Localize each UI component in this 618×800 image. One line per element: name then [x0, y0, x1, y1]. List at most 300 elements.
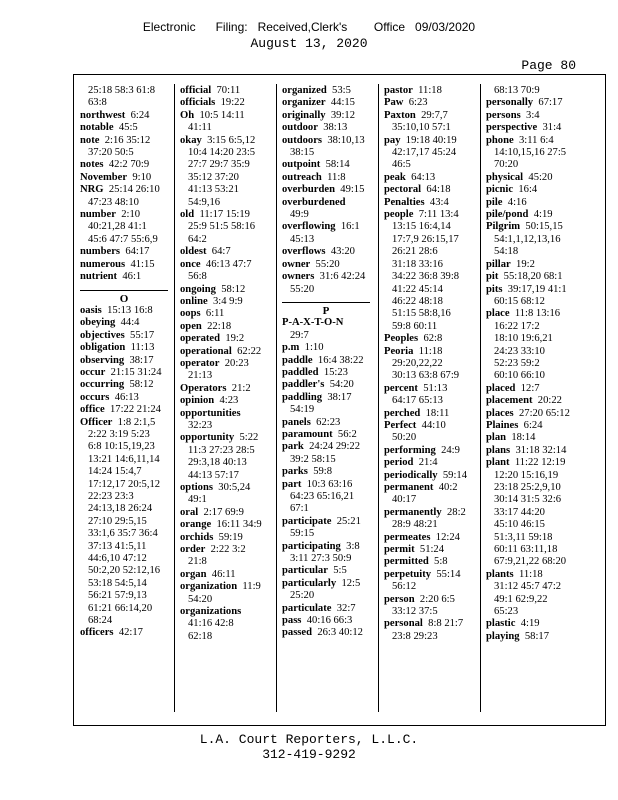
index-word: p.m [282, 342, 300, 354]
page-line-refs: 65:23 [494, 606, 519, 618]
index-continuation [282, 147, 370, 159]
page-line-refs: 42:17 [118, 627, 143, 639]
index-entry [180, 358, 268, 370]
index-entry [486, 259, 574, 271]
page-line-refs: 10:3 63:16 [306, 478, 353, 490]
page-line-refs: 33:12 37:5 [392, 606, 438, 618]
page-line-refs: 14:10,15,16 27:5 [494, 147, 567, 159]
index-entry [282, 159, 370, 171]
page-line-refs: 26:21 28:6 [392, 246, 438, 258]
page-line-refs: 25:9 51:5 58:16 [188, 221, 256, 233]
page-number: Page 80 [521, 58, 576, 73]
column-divider [174, 84, 175, 712]
index-continuation [80, 528, 168, 540]
index-continuation [384, 494, 472, 506]
page-line-refs: 60:10 66:10 [494, 370, 545, 382]
index-continuation [180, 618, 268, 630]
page-line-refs: 45:13 [290, 233, 315, 245]
index-entry [180, 544, 268, 556]
index-word: operated [180, 333, 221, 345]
page-line-refs: 42:2 70:9 [108, 159, 150, 171]
index-word: perched [384, 407, 421, 419]
index-word: overburdened [282, 196, 346, 208]
index-entry [384, 408, 472, 420]
page-line-refs: 39:12 [330, 109, 355, 121]
index-word: Operators [180, 382, 227, 394]
index-continuation [80, 479, 168, 491]
index-continuation [180, 172, 268, 184]
index-word: Peoria [384, 345, 414, 357]
page-line-refs: 3:4 [526, 109, 540, 121]
page-line-refs: 11:3 27:23 28:5 [188, 444, 255, 456]
index-word: outdoors [282, 134, 323, 146]
index-word: paddled [282, 366, 319, 378]
index-continuation [80, 578, 168, 590]
index-continuation [384, 432, 472, 444]
page-line-refs: 59:14 [442, 469, 467, 481]
index-word: placement [486, 395, 533, 407]
page-line-refs: 43:4 [429, 196, 449, 208]
index-entry [180, 432, 268, 444]
index-entry [282, 135, 370, 147]
index-entry [384, 172, 472, 184]
index-entry [282, 429, 370, 441]
index-word: Paxton [384, 109, 416, 121]
index-entry [486, 408, 574, 420]
index-continuation [80, 503, 168, 515]
page-line-refs: 37:13 41:5,11 [88, 540, 147, 552]
index-continuation [384, 284, 472, 296]
index-entry [80, 159, 168, 171]
page-line-refs: 16:4 [518, 184, 538, 196]
index-word: numbers [80, 246, 121, 258]
index-continuation [384, 606, 472, 618]
index-entry [282, 417, 370, 429]
page-line-refs: 47:23 48:10 [88, 196, 139, 208]
page-line-refs: 55:17 [130, 329, 155, 341]
index-entry [80, 184, 168, 196]
index-word: occur [80, 366, 106, 378]
page-line-refs: 58:12 [129, 379, 154, 391]
page-line-refs: 6:24 [130, 109, 150, 121]
index-entry [384, 569, 472, 581]
index-entry [384, 333, 472, 345]
page-line-refs: 31:12 45:7 47:2 [494, 581, 562, 593]
index-entry [180, 110, 268, 122]
index-entry [282, 466, 370, 478]
page-line-refs: 17:12,17 20:5,12 [88, 478, 161, 490]
index-continuation [282, 234, 370, 246]
index-entry [384, 85, 472, 97]
page-line-refs: 9:10 [132, 171, 152, 183]
index-word: notable [80, 122, 114, 134]
index-word: particulate [282, 602, 332, 614]
index-entry [384, 184, 472, 196]
index-entry [80, 330, 168, 342]
index-word: order [180, 544, 206, 556]
page-line-refs: 19:2 [516, 258, 535, 270]
index-continuation [80, 603, 168, 615]
page-line-refs: 11:18 [418, 345, 443, 357]
page-line-refs: 2:10 [121, 209, 141, 221]
page-line-refs: 6:8 10:15,19,23 [88, 441, 155, 453]
index-word: outpoint [282, 159, 321, 171]
page-line-refs: 30:14 31:5 32:6 [494, 494, 562, 506]
page-line-refs: 41:16 42:8 [188, 618, 234, 630]
index-word: percent [384, 382, 418, 394]
index-word: period [384, 457, 414, 469]
page-line-refs: 53:5 [332, 85, 351, 96]
page-line-refs: 64:13 [411, 171, 436, 183]
index-continuation [486, 346, 574, 358]
index-word: pillar [486, 258, 511, 270]
page-line-refs: 64:7 [211, 246, 231, 258]
page-line-refs: 11:18 [518, 568, 543, 580]
index-continuation [282, 590, 370, 602]
index-continuation [180, 197, 268, 209]
index-word: notes [80, 159, 104, 171]
page-line-refs: 12:5 [341, 577, 361, 589]
index-word: Paw [384, 97, 404, 109]
index-word: obligation [80, 342, 126, 354]
page-line-refs: 2:17 69:9 [203, 506, 244, 518]
index-word: options [180, 482, 213, 493]
index-continuation [384, 271, 472, 283]
index-continuation [180, 631, 268, 643]
section-letter: P [282, 302, 370, 317]
section-letter: O [80, 290, 168, 305]
index-continuation [486, 370, 574, 382]
index-entry [384, 532, 472, 544]
page-line-refs: 10:4 14:20 23:5 [188, 147, 256, 159]
page-line-refs: 33:1,6 35:7 36:4 [88, 528, 158, 540]
page-line-refs: 32:23 [188, 419, 213, 431]
page-line-refs: 51:13 [423, 382, 448, 394]
index-word: Plaines [486, 419, 519, 431]
index-word: Perfect [384, 419, 417, 431]
index-entry [282, 246, 370, 258]
index-word: okay [180, 134, 202, 146]
index-continuation [180, 370, 268, 382]
index-word: originally [282, 109, 326, 121]
index-continuation [282, 284, 370, 296]
page-line-refs: 4:19 [533, 209, 553, 221]
page-line-refs: 2:22 3:19 5:23 [88, 428, 150, 440]
index-entry [180, 482, 268, 494]
index-entry [282, 342, 370, 354]
index-word: oral [180, 506, 199, 518]
index-entry [180, 333, 268, 345]
page-line-refs: 25:14 26:10 [108, 184, 160, 196]
index-continuation [180, 556, 268, 568]
page-line-refs: 13:21 14:6,11,14 [88, 453, 160, 465]
index-entry [180, 383, 268, 395]
index-continuation [384, 122, 472, 134]
index-continuation [80, 147, 168, 159]
index-word: park [282, 441, 304, 453]
index-continuation [180, 445, 268, 457]
page-line-refs: 33:17 44:20 [494, 506, 545, 518]
index-entry [80, 342, 168, 354]
page-line-refs: 46:13 [114, 391, 139, 403]
index-continuation [80, 441, 168, 453]
page-line-refs: 3:8 [346, 540, 360, 552]
index-word: online [180, 295, 208, 307]
index-word: peak [384, 171, 406, 183]
index-word: pit [486, 271, 499, 283]
page-line-refs: 45:10 46:15 [494, 519, 545, 531]
index-word: outdoor [282, 122, 318, 134]
page-line-refs: 2:16 35:12 [104, 134, 151, 146]
page-line-refs: 6:11 [205, 308, 225, 320]
page-line-refs: 44:10 [421, 419, 446, 431]
index-word: overburden [282, 184, 335, 196]
page-line-refs: 20:23 [224, 357, 249, 369]
page-line-refs: 54:20 [329, 379, 354, 391]
index-word: pile/pond [486, 209, 529, 221]
index-word: plans [486, 444, 511, 456]
index-word: particularly [282, 577, 337, 589]
index-continuation [282, 404, 370, 416]
index-entry [282, 565, 370, 577]
index-continuation [80, 553, 168, 565]
index-word: permanent [384, 482, 434, 493]
page-line-refs: 42:17,17 45:24 [392, 147, 457, 159]
index-word: perpetuity [384, 568, 432, 580]
index-entry [282, 271, 370, 283]
index-continuation [384, 234, 472, 246]
index-continuation [486, 147, 574, 159]
page-line-refs: 20:22 [537, 395, 562, 407]
page-line-refs: 50:15,15 [525, 221, 563, 233]
index-entry [282, 122, 370, 134]
index-word: people [384, 209, 414, 221]
index-continuation [486, 556, 574, 568]
index-entry [282, 479, 370, 491]
index-word: performing [384, 444, 436, 456]
index-word: plastic [486, 618, 516, 630]
page-line-refs: 3:11 27:3 50:9 [290, 553, 352, 565]
index-word: persons [486, 109, 521, 121]
index-entry [384, 445, 472, 457]
page-line-refs: 16:22 17:2 [494, 320, 540, 332]
page-line-refs: 54:19 [290, 404, 315, 416]
page-line-refs: 41:15 [130, 258, 155, 270]
page-line-refs: 14:24 15:4,7 [88, 466, 142, 478]
index-continuation [486, 358, 574, 370]
page-line-refs: 3:4 9:9 [212, 295, 243, 307]
index-word: occurs [80, 391, 110, 403]
index-word: permitted [384, 556, 429, 568]
index-entry [384, 135, 472, 147]
index-word: pile [486, 196, 503, 208]
page-line-refs: 15:23 [323, 366, 348, 378]
page-line-refs: 17:7,9 26:15,17 [392, 233, 459, 245]
index-entry [282, 516, 370, 528]
index-continuation [486, 159, 574, 171]
index-continuation [80, 590, 168, 602]
page-line-refs: 51:3,11 59:18 [494, 531, 553, 543]
index-continuation [80, 466, 168, 478]
page-line-refs: 6:24 [523, 419, 543, 431]
index-entry [282, 355, 370, 367]
page-line-refs: 13:15 16:4,14 [392, 221, 451, 233]
index-word: operational [180, 345, 232, 357]
index-continuation [80, 615, 168, 627]
index-continuation [80, 221, 168, 233]
page-line-refs: 59:19 [218, 531, 243, 543]
index-continuation [384, 581, 472, 593]
index-entry [384, 470, 472, 482]
page-line-refs: 50:2,20 52:12,16 [88, 565, 161, 577]
page-line-refs: 21:8 [188, 556, 207, 568]
index-word: place [486, 308, 510, 320]
index-word: physical [486, 171, 524, 183]
page-line-refs: 15:13 16:8 [107, 304, 153, 316]
index-entry [180, 532, 268, 544]
page-line-refs: 64:17 65:13 [392, 395, 443, 407]
page-line-refs: 54:1,1,12,13,16 [494, 233, 561, 245]
index-entry [80, 305, 168, 317]
hearing-date: August 13, 2020 [250, 36, 368, 51]
index-word: owner [282, 258, 311, 270]
page-line-refs: 46:13 47:7 [205, 258, 252, 270]
page-line-refs: 62:22 [237, 345, 262, 357]
page-line-refs: 44:4 [120, 317, 140, 329]
index-continuation [282, 553, 370, 565]
index-continuation [180, 420, 268, 432]
index-entry [486, 432, 574, 444]
page-line-refs: 58:14 [325, 159, 350, 171]
page-line-refs: 45:20 [528, 171, 553, 183]
index-word: oldest [180, 246, 207, 258]
page-line-refs: 25:18 58:3 61:8 [88, 85, 156, 96]
page-line-refs: 32:7 [336, 602, 356, 614]
index-entry [384, 420, 472, 432]
page-line-refs: 5:5 [333, 565, 347, 577]
page-line-refs: 60:15 68:12 [494, 295, 545, 307]
index-continuation [486, 581, 574, 593]
page-line-refs: 60:11 63:11,18 [494, 544, 558, 556]
page-line-refs: 59:15 [290, 528, 315, 540]
index-word: permanently [384, 506, 442, 518]
index-entry [80, 209, 168, 221]
page-line-refs: 38:10,13 [327, 134, 365, 146]
page-line-refs: 51:15 58:8,16 [392, 308, 451, 320]
page-line-refs: 19:22 [220, 97, 245, 109]
page-line-refs: 63:8 [88, 97, 107, 109]
index-word: oops [180, 308, 201, 320]
index-entry [180, 321, 268, 333]
index-entry [384, 197, 472, 209]
index-word: Oh [180, 109, 195, 121]
index-word: organizations [180, 606, 242, 618]
index-entry [180, 395, 268, 407]
index-continuation [80, 97, 168, 109]
index-word: Pilgrim [486, 221, 521, 233]
page-line-refs: 45:6 47:7 55:6,9 [88, 233, 158, 245]
page-line-refs: 19:18 40:19 [405, 134, 457, 146]
page-line-refs: 55:20 [290, 283, 315, 295]
index-continuation [80, 516, 168, 528]
index-entry [180, 209, 268, 221]
page-line-refs: 56:2 [337, 428, 357, 440]
index-continuation [180, 184, 268, 196]
page-line-refs: 25:20 [290, 590, 315, 602]
index-entry [180, 296, 268, 308]
page-line-refs: 11:13 [130, 342, 155, 354]
index-word: opportunity [180, 432, 235, 444]
index-entry [486, 221, 574, 233]
page-line-refs: 11:18 [418, 85, 442, 96]
index-continuation [384, 519, 472, 531]
index-entry [80, 392, 168, 404]
index-word: participating [282, 540, 341, 552]
page-line-refs: 3:11 6:4 [518, 134, 554, 146]
page-line-refs: 18:14 [511, 432, 536, 444]
page-line-refs: 64:23 65:16,21 [290, 491, 355, 502]
page-line-refs: 30:13 63:8 67:9 [392, 370, 460, 382]
page-line-refs: 55:18,20 68:1 [503, 271, 563, 283]
page-line-refs: 49:9 [290, 209, 309, 221]
index-word: playing [486, 630, 520, 642]
page-line-refs: 16:4 38:22 [317, 354, 364, 366]
index-word: NRG [80, 184, 104, 196]
index-entry [486, 569, 574, 581]
index-entry [486, 110, 574, 122]
index-continuation [486, 470, 574, 482]
page-line-refs: 21:13 [188, 370, 213, 382]
page-line-refs: 24:13,18 26:24 [88, 503, 153, 515]
index-entry [282, 172, 370, 184]
page-line-refs: 11:22 12:19 [514, 457, 566, 469]
index-entry [80, 271, 168, 283]
index-word: personal [384, 618, 423, 630]
page-line-refs: 21:4 [418, 457, 438, 469]
index-entry [80, 404, 168, 416]
index-continuation [80, 491, 168, 503]
page-line-refs: 38:13 [323, 122, 348, 134]
index-continuation [80, 565, 168, 577]
page-line-refs: 4:19 [520, 618, 540, 630]
page-line-refs: 64:17 [125, 246, 150, 258]
page-line-refs: 55:20 [315, 258, 340, 270]
index-continuation [486, 507, 574, 519]
index-word: numerous [80, 258, 126, 270]
page-line-refs: 64:18 [426, 184, 451, 196]
index-entry [282, 627, 370, 639]
page-line-refs: 30:5,24 [218, 482, 251, 493]
index-entry [282, 578, 370, 590]
index-entry [486, 618, 574, 630]
index-continuation [486, 494, 574, 506]
page-line-refs: 40:17 [392, 494, 417, 506]
page-line-refs: 26:3 40:12 [317, 627, 363, 639]
page-line-refs: 4:23 [219, 395, 239, 407]
index-entry [180, 259, 268, 271]
page-line-refs: 56:21 57:9,13 [88, 590, 147, 602]
page-line-refs: 68:13 70:9 [494, 85, 540, 96]
page-line-refs: 11:9 [242, 581, 261, 593]
index-continuation [180, 470, 268, 482]
index-entry [486, 420, 574, 432]
index-entry [486, 97, 574, 109]
index-word: passed [282, 627, 313, 639]
page-line-refs: 61:21 66:14,20 [88, 602, 153, 614]
index-word: oasis [80, 304, 102, 316]
index-entry [384, 209, 472, 221]
index-entry [180, 507, 268, 519]
